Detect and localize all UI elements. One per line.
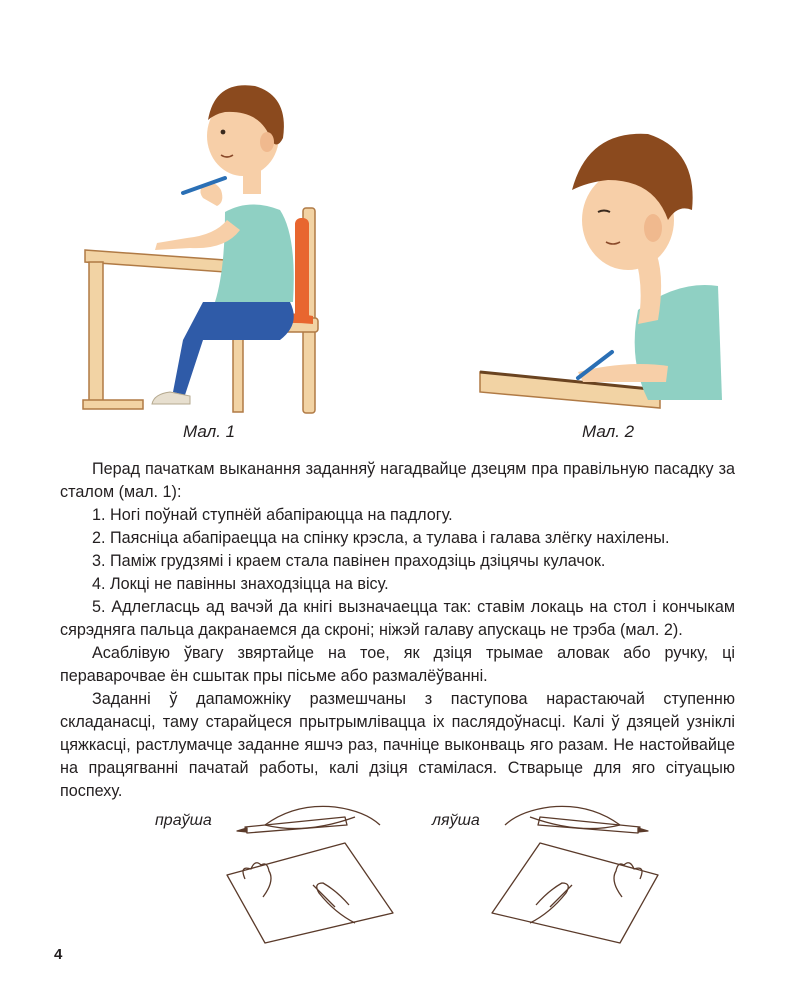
figure-2-head-distance bbox=[478, 110, 728, 410]
left-handed-hands-illustration bbox=[490, 795, 680, 945]
figure-1-correct-posture bbox=[75, 40, 335, 420]
paragraph-intro: Перад пачаткам выканання заданняў нагадвайце дзецям пра правільную пасадку за сталом (мал. 1): bbox=[60, 460, 735, 501]
caption-figure-2: Мал. 2 bbox=[582, 422, 635, 441]
posture-rule-2: 2. Паясніца абапіраецца на спінку крэсла, а тулава і галава злёгку нахілены. bbox=[92, 529, 670, 547]
body-text bbox=[60, 458, 735, 803]
right-handed-hands-illustration bbox=[205, 795, 395, 945]
page-number: 4 bbox=[54, 946, 63, 963]
label-right-handed: праўша bbox=[155, 812, 212, 829]
posture-rule-1: 1. Ногі поўнай ступнёй абапіраюцца на падлогу. bbox=[92, 506, 453, 524]
caption-figure-1: Мал. 1 bbox=[183, 422, 236, 441]
paragraph-task-order: Заданні ў дапаможніку размешчаны з паступова нарастаючай ступенню складанасці, таму старайцеся прытрымлівацца іх паслядоўнасці. Калі ў дзяцей узніклі цяжкасці, растлумачце заданне яшчэ раз, пачніце выконваць яго разам. Не настойвайце на працягванні пачатай работы, калі дзіця стамілася. Стварыце для яго сітуацыю поспеху. bbox=[60, 690, 735, 800]
posture-rule-3: 3. Паміж грудзямі і краем стала павінен праходзіць дзіцячы кулачок. bbox=[92, 552, 606, 570]
label-left-handed: ляўша bbox=[432, 812, 480, 829]
posture-rule-4: 4. Локці не павінны знаходзіцца на вісу. bbox=[92, 575, 389, 593]
posture-rule-5: 5. Адлегласць ад вачэй да кнігі вызначаецца так: ставім локаць на стол і кончыкам сярэдняга пальца дакранаемся да скроні; ніжэй галаву апускаць не трэба (мал. 2). bbox=[60, 598, 735, 639]
paragraph-pencil-grip: Асаблівую ўвагу звяртайце на тое, як дзіця трымае аловак або ручку, ці пераварочвае ён сшытак пры пісьме або размалёўванні. bbox=[60, 644, 735, 685]
